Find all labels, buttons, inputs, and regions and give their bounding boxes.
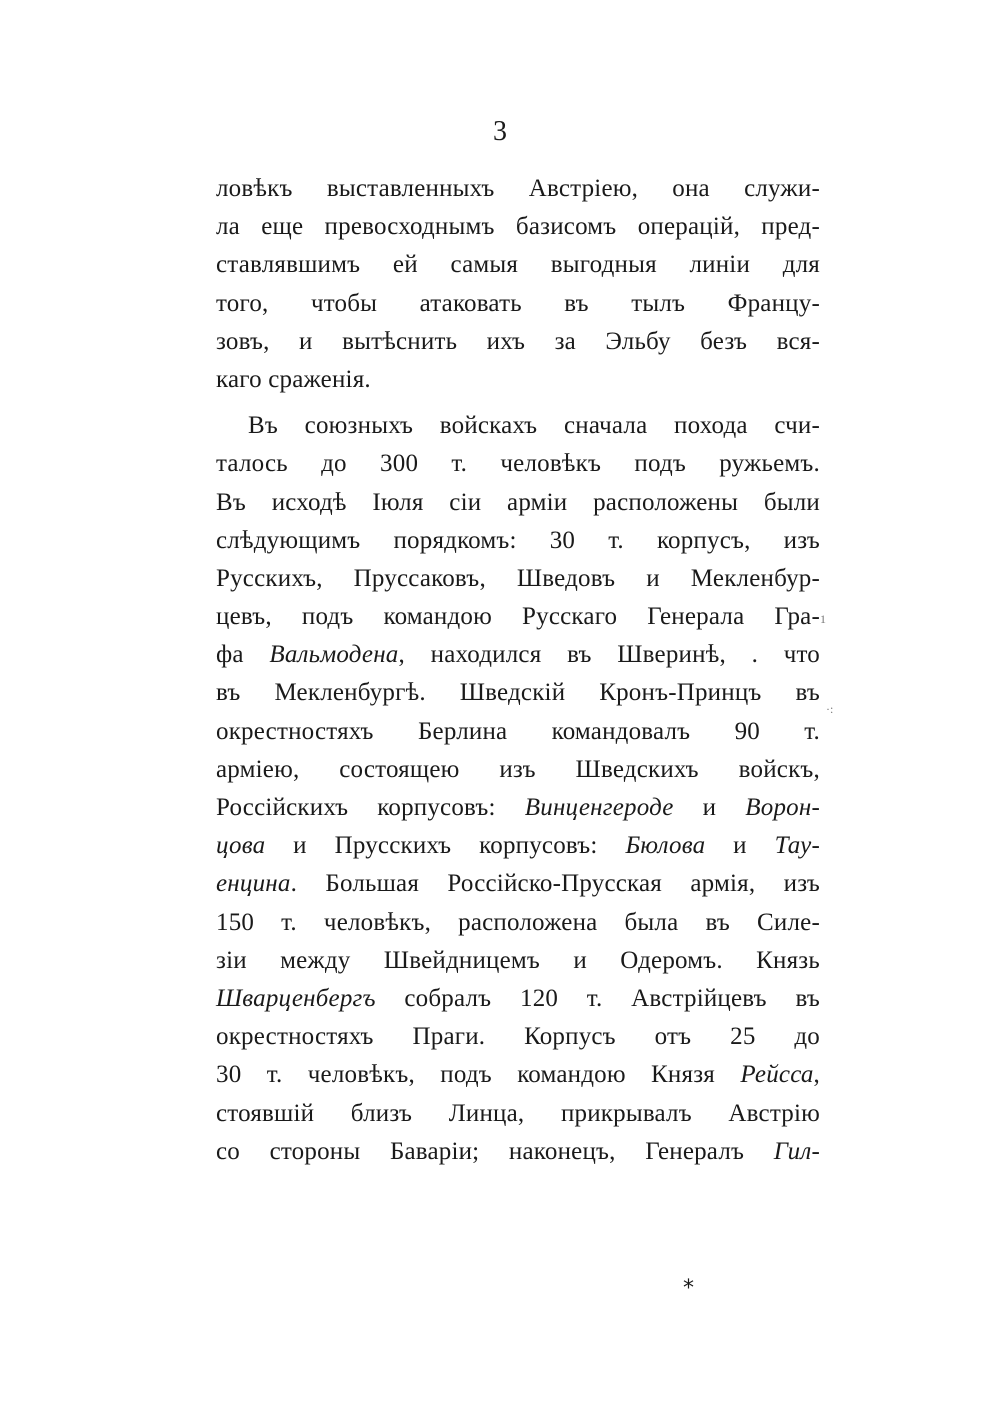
text-run: слѣдующимъ порядкомъ: 30 т. корпусъ, изъ (216, 526, 820, 554)
text-run: въ Мекленбургѣ. Шведскій Кронъ-Принцъ въ (216, 679, 820, 707)
text-run: и (673, 794, 746, 821)
italic-name: Винценгероде (524, 794, 674, 821)
text-line (216, 208, 820, 246)
text-line (216, 170, 820, 208)
text-run: и (705, 832, 775, 860)
text-line (216, 904, 820, 942)
text-run: ставлявшимъ ей самыя выгодныя линіи для (216, 251, 820, 279)
italic-name: Бюлова (625, 832, 706, 860)
text-run: фа (216, 641, 270, 669)
text-line (216, 980, 820, 1018)
text-line (216, 246, 820, 284)
italic-name: енцина (216, 870, 291, 898)
text-line (216, 407, 820, 445)
text-run: окрестностяхъ Берлина командовалъ 90 т. (216, 717, 820, 745)
text-line (216, 674, 820, 712)
text-line (216, 361, 820, 399)
text-line (216, 942, 820, 980)
text-line (216, 522, 820, 560)
text-run: талось до 300 т. человѣкъ подъ ружьемъ. (216, 450, 820, 478)
italic-name: Гил- (773, 1137, 820, 1165)
text-line (216, 1018, 820, 1056)
text-run: Русскихъ, Пруссаковъ, Шведовъ и Мекленбур- (216, 564, 820, 592)
text-run: зовъ, и вытѣснить ихъ за Эльбу безъ вся- (216, 327, 820, 355)
marginal-mark: ·: (826, 702, 834, 716)
body-text (216, 170, 820, 1171)
text-run: , находился въ Шверинѣ, . что (398, 641, 820, 669)
text-run: 150 т. человѣкъ, расположена была въ Силе- (216, 908, 820, 936)
text-line (216, 323, 820, 361)
text-run: ловѣкъ выставленныхъ Австріею, она служи- (216, 175, 820, 202)
italic-name: Рейсса (740, 1061, 814, 1089)
text-line (216, 285, 820, 323)
text-run: Въ исходѣ Іюля сіи арміи расположены были (216, 488, 820, 516)
italic-name: Ворон- (745, 794, 820, 821)
text-line (216, 1133, 820, 1171)
text-line (216, 560, 820, 598)
text-run: и Прусскихъ корпусовъ: (265, 832, 626, 860)
text-run: со стороны Баваріи; наконецъ, Генералъ (216, 1137, 774, 1165)
text-line (216, 789, 820, 827)
text-line (216, 484, 820, 522)
paragraph-2 (216, 407, 820, 1171)
italic-name: цова (216, 832, 266, 860)
text-run: стоявшій близъ Линца, прикрывалъ Австрію (216, 1099, 820, 1127)
text-run: цевъ, подъ командою Русскаго Генерала Гра- (216, 603, 820, 631)
italic-name: Тау- (774, 832, 820, 860)
text-line (216, 865, 820, 903)
marginal-mark: 1 (820, 612, 826, 626)
text-run: окрестностяхъ Праги. Корпусъ отъ 25 до (216, 1023, 820, 1051)
text-line (216, 636, 820, 674)
text-run: ла еще превосходнымъ базисомъ операцій, пред- (216, 213, 820, 241)
text-run: зіи между Швейдницемъ и Одеромъ. Князь (216, 946, 820, 974)
text-run: арміею, состоящею изъ Шведскихъ войскъ, (216, 755, 820, 783)
italic-name: Вальмодена (269, 641, 399, 669)
text-line (216, 1095, 820, 1133)
text-run: . Большая Россійско-Прусская армія, изъ (290, 870, 820, 898)
text-line (216, 445, 820, 483)
text-run: , (813, 1061, 820, 1089)
signature-mark-asterisk: * (683, 1276, 694, 1301)
text-run: собралъ 120 т. Австрійцевъ въ (375, 984, 820, 1012)
italic-name: Шварценбергъ (216, 984, 376, 1012)
text-line (216, 598, 820, 636)
text-run: Россійскихъ корпусовъ: (216, 794, 525, 821)
text-run: 30 т. человѣкъ, подъ командою Князя (216, 1061, 741, 1089)
text-line (216, 827, 820, 865)
page-number: 3 (493, 116, 507, 147)
text-run: Въ союзныхъ войскахъ сначала похода счи- (248, 412, 820, 440)
text-run: того, чтобы атаковать въ тылъ Францу- (216, 289, 820, 317)
paragraph-1 (216, 170, 820, 399)
text-run: каго сраженія. (216, 365, 371, 393)
text-line (216, 751, 820, 789)
paragraph-gap (216, 399, 820, 407)
text-line (216, 1056, 820, 1094)
text-line (216, 713, 820, 751)
